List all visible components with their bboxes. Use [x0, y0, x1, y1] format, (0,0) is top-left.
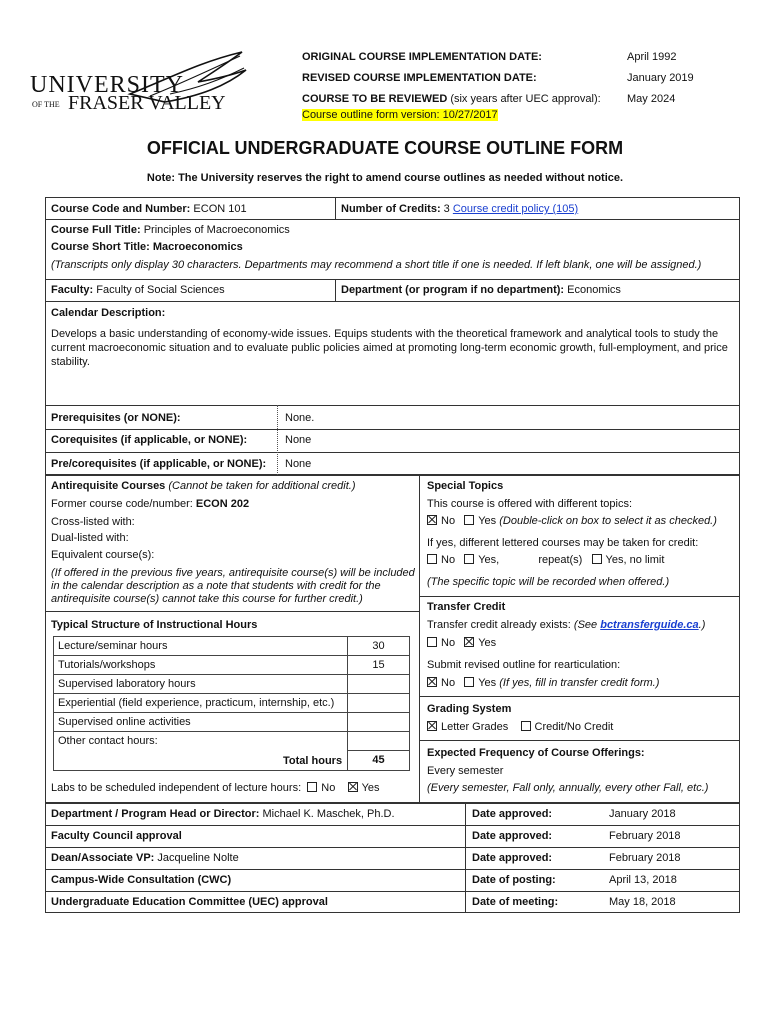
- rev-impl-value: January 2019: [627, 72, 694, 84]
- approval-date-value: February 2018: [609, 830, 681, 842]
- frequency-value: Every semester: [427, 765, 504, 777]
- approval-date-value: February 2018: [609, 852, 681, 864]
- special-offered: This course is offered with different topics:: [427, 498, 633, 510]
- approval-row: Department / Program Head or Director: Michael K. Maschek, Ph.D.: [51, 808, 395, 820]
- university-logo: [30, 48, 250, 128]
- short-title-note: (Transcripts only display 30 characters. Departments may recommend a short title if one is needed. If left blank, one will be assigned.): [51, 259, 702, 271]
- approval-date-value: April 13, 2018: [609, 874, 677, 886]
- rearticulation-yes-checkbox[interactable]: [464, 677, 474, 687]
- credit-policy-link[interactable]: Course credit policy (105): [452, 203, 579, 215]
- course-code-value: ECON 101: [190, 203, 247, 215]
- transfer-exists: Transfer credit already exists: (See bctransferguide.ca.): [427, 619, 706, 631]
- labs-independent: Labs to be scheduled independent of lecture hours: No Yes: [51, 782, 380, 794]
- letter-grades-checkbox[interactable]: [427, 721, 437, 731]
- transfer-no-checkbox[interactable]: [427, 637, 437, 647]
- transfer-yes-checkbox[interactable]: [464, 637, 474, 647]
- approval-date-label: Date of posting:: [472, 874, 556, 886]
- labs-no-checkbox[interactable]: [307, 782, 317, 792]
- coreq-value: None: [285, 434, 312, 446]
- hours-row: Experiential (field experience, practicum, internship, etc.): [53, 693, 348, 713]
- approval-row: Campus-Wide Consultation (CWC): [51, 874, 232, 886]
- special-options: No Yes (Double-click on box to select it as checked.): [427, 515, 717, 527]
- former-course: Former course code/number: ECON 202: [51, 498, 250, 510]
- rearticulation: Submit revised outline for rearticulation:: [427, 659, 621, 671]
- credit-no-credit-checkbox[interactable]: [521, 721, 531, 731]
- rev-impl-label: REVISED COURSE IMPLEMENTATION DATE:: [302, 72, 537, 84]
- course-credits: Number of Credits: 3 Course credit policy (105): [341, 203, 579, 215]
- approval-row: Dean/Associate VP: Jacqueline Nolte: [51, 852, 239, 864]
- grading-options: Letter Grades Credit/No Credit: [427, 721, 613, 733]
- review-label: COURSE TO BE REVIEWED: [302, 93, 448, 105]
- approval-date-value: January 2018: [609, 808, 676, 820]
- logo-of-the: OF THE: [32, 100, 60, 109]
- review-line: [302, 93, 601, 105]
- special-yes-checkbox[interactable]: [464, 515, 474, 525]
- special-no-checkbox[interactable]: [427, 515, 437, 525]
- lettered-no-checkbox[interactable]: [427, 554, 437, 564]
- labs-yes-checkbox[interactable]: [348, 782, 358, 792]
- page-title: OFFICIAL UNDERGRADUATE COURSE OUTLINE FORM: [146, 138, 624, 158]
- logo-university: UNIVERSITY: [30, 72, 184, 98]
- lettered-yes-checkbox[interactable]: [464, 554, 474, 564]
- hours-value: [347, 712, 410, 732]
- orig-impl-label: ORIGINAL COURSE IMPLEMENTATION DATE:: [302, 51, 542, 63]
- rearticulation-no-checkbox[interactable]: [427, 677, 437, 687]
- hours-row: Other contact hours:: [53, 731, 348, 771]
- course-full-title: Course Full Title: Principles of Macroeconomics: [51, 224, 290, 236]
- review-note: (six years after UEC approval):: [447, 93, 601, 105]
- lettered-courses: If yes, different lettered courses may be taken for credit:: [427, 537, 699, 549]
- approval-date-label: Date approved:: [472, 852, 553, 864]
- hours-row: Supervised online activities: [53, 712, 348, 732]
- calendar-description: Develops a basic understanding of economy-wide issues. Equips students with the theoretical framework and analytical tools to study the current macroeconomic situation and to evaluate public policies aimed at promoting long-term economic growth, full-employment, and price stability.: [51, 328, 728, 368]
- logo-fraser-valley: FRASER VALLEY: [68, 92, 226, 114]
- amend-note: Note: The University reserves the right to amend course outlines as needed without notice.: [146, 172, 624, 184]
- hours-value: [347, 731, 410, 751]
- hours-value: [347, 674, 410, 694]
- form-version: Course outline form version: 10/27/2017: [302, 109, 498, 121]
- frequency-note: (Every semester, Fall only, annually, every other Fall, etc.): [427, 782, 709, 794]
- grading-title: Grading System: [427, 703, 512, 715]
- approval-date-value: May 18, 2018: [609, 896, 676, 908]
- calendar-label: Calendar Description:: [51, 307, 166, 319]
- hours-row: Lecture/seminar hours: [53, 636, 348, 656]
- prereq-value: None.: [285, 412, 315, 424]
- hours-value: 30: [347, 636, 410, 656]
- hours-row: Tutorials/workshops: [53, 655, 348, 675]
- no-limit-checkbox[interactable]: [592, 554, 602, 564]
- total-hours-value: 45: [347, 750, 410, 771]
- approval-row: Undergraduate Education Committee (UEC) approval: [51, 896, 328, 908]
- lettered-options: No Yes, repeat(s) Yes, no limit: [427, 554, 664, 566]
- course-code: Course Code and Number: ECON 101: [51, 203, 247, 215]
- antireq-heading: Antirequisite Courses (Cannot be taken for additional credit.): [51, 480, 356, 492]
- total-hours-label: Total hours: [283, 755, 343, 767]
- course-short-title: Course Short Title: Macroeconomics: [51, 241, 243, 253]
- equivalent-note: (If offered in the previous five years, antirequisite course(s) will be included in the calendar description as a note that students with credit for the antirequisite course(s) cannot take this course for further credit.): [51, 567, 415, 605]
- transfer-credit-title: Transfer Credit: [427, 601, 506, 613]
- frequency-title: Expected Frequency of Course Offerings:: [427, 747, 645, 759]
- cross-listed: Cross-listed with:: [51, 516, 135, 528]
- precoreq-label: Pre/corequisites (if applicable, or NONE):: [51, 458, 267, 470]
- faculty: Faculty: Faculty of Social Sciences: [51, 284, 225, 296]
- approval-date-label: Date approved:: [472, 808, 553, 820]
- precoreq-value: None: [285, 458, 312, 470]
- hours-row: Supervised laboratory hours: [53, 674, 348, 694]
- department: Department (or program if no department): Economics: [341, 284, 621, 296]
- approval-date-label: Date approved:: [472, 830, 553, 842]
- equivalent-courses: Equivalent course(s):: [51, 549, 155, 561]
- hours-title: Typical Structure of Instructional Hours: [51, 619, 258, 631]
- review-value: May 2024: [627, 93, 676, 105]
- dual-listed: Dual-listed with:: [51, 532, 129, 544]
- approval-row: Faculty Council approval: [51, 830, 182, 842]
- prereq-label: Prerequisites (or NONE):: [51, 412, 181, 424]
- transfer-options: No Yes: [427, 637, 496, 649]
- special-topics-title: Special Topics: [427, 480, 504, 492]
- rearticulation-options: No Yes (If yes, fill in transfer credit form.): [427, 677, 659, 689]
- coreq-label: Corequisites (if applicable, or NONE):: [51, 434, 248, 446]
- topic-recorded-note: (The specific topic will be recorded when offered.): [427, 576, 670, 588]
- hours-value: [347, 693, 410, 713]
- approval-date-label: Date of meeting:: [472, 896, 559, 908]
- bctransferguide-link[interactable]: bctransferguide.ca: [600, 619, 699, 631]
- hours-value: 15: [347, 655, 410, 675]
- orig-impl-value: April 1992: [627, 51, 677, 63]
